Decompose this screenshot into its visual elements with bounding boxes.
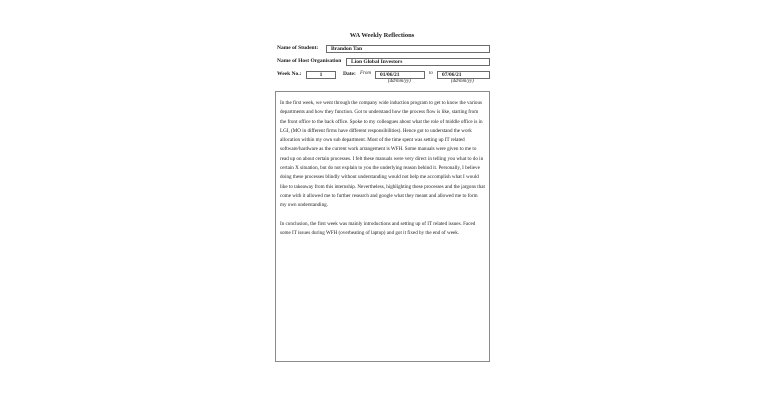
host-organisation-label: Name of Host Organisation (277, 58, 342, 64)
host-organisation-field[interactable]: Lion Global Investors (346, 58, 490, 66)
date-from-label: From (360, 71, 371, 76)
date-from-field[interactable]: 01/06/21 (375, 71, 425, 79)
date-to-field[interactable]: 07/06/21 (437, 71, 490, 79)
student-name-field[interactable]: Brandon Tan (326, 45, 490, 53)
week-number-field[interactable]: 1 (306, 71, 336, 79)
date-from-format-hint: (dd/mm/yy) (388, 79, 411, 84)
reflection-text-box[interactable] (275, 91, 490, 362)
week-number-label: Week No.: (277, 71, 302, 77)
date-to-format-hint: (dd/mm/yy) (451, 79, 474, 84)
document-title: WA Weekly Reflections (349, 32, 415, 39)
reflection-paragraph: In conclusion, the first week was mainly introductions and setting up of IT related issues. Faced some IT issues during WFH (overheating of laptop) and got it fixed by the end of week. (280, 220, 476, 237)
reflection-paragraph: In the first week, we went through the company wide induction program to get to know the various departments and how they function. Got to understand how the process flow is like, starting from the front office to the back office. Spoke to my colleagues about what the role of middle office is in LGI, (MO in different firms have different responsibilities). Hence got to understand the work allocation within my own sub department. Most of the time spent was setting up IT related software/hardware as the current work arrangement is WFH. Some manuals were given to me to read up on about certain processes. I felt these manuals were very direct in telling you what to do in certain X situation, but do not explain to you the underlying reason behind it. Personally, I believe doing these processes blindly without understanding would not help me accomplish what I would like to takeaway from this internship. Nevertheless, highlighting these processes and the jargons that come with it allowed me to further research and google what they meant and allowed me to form my own understanding. (280, 100, 485, 209)
date-label: Date: (343, 71, 356, 77)
date-to-label: to (429, 71, 433, 76)
student-name-label: Name of Student: (277, 45, 319, 51)
